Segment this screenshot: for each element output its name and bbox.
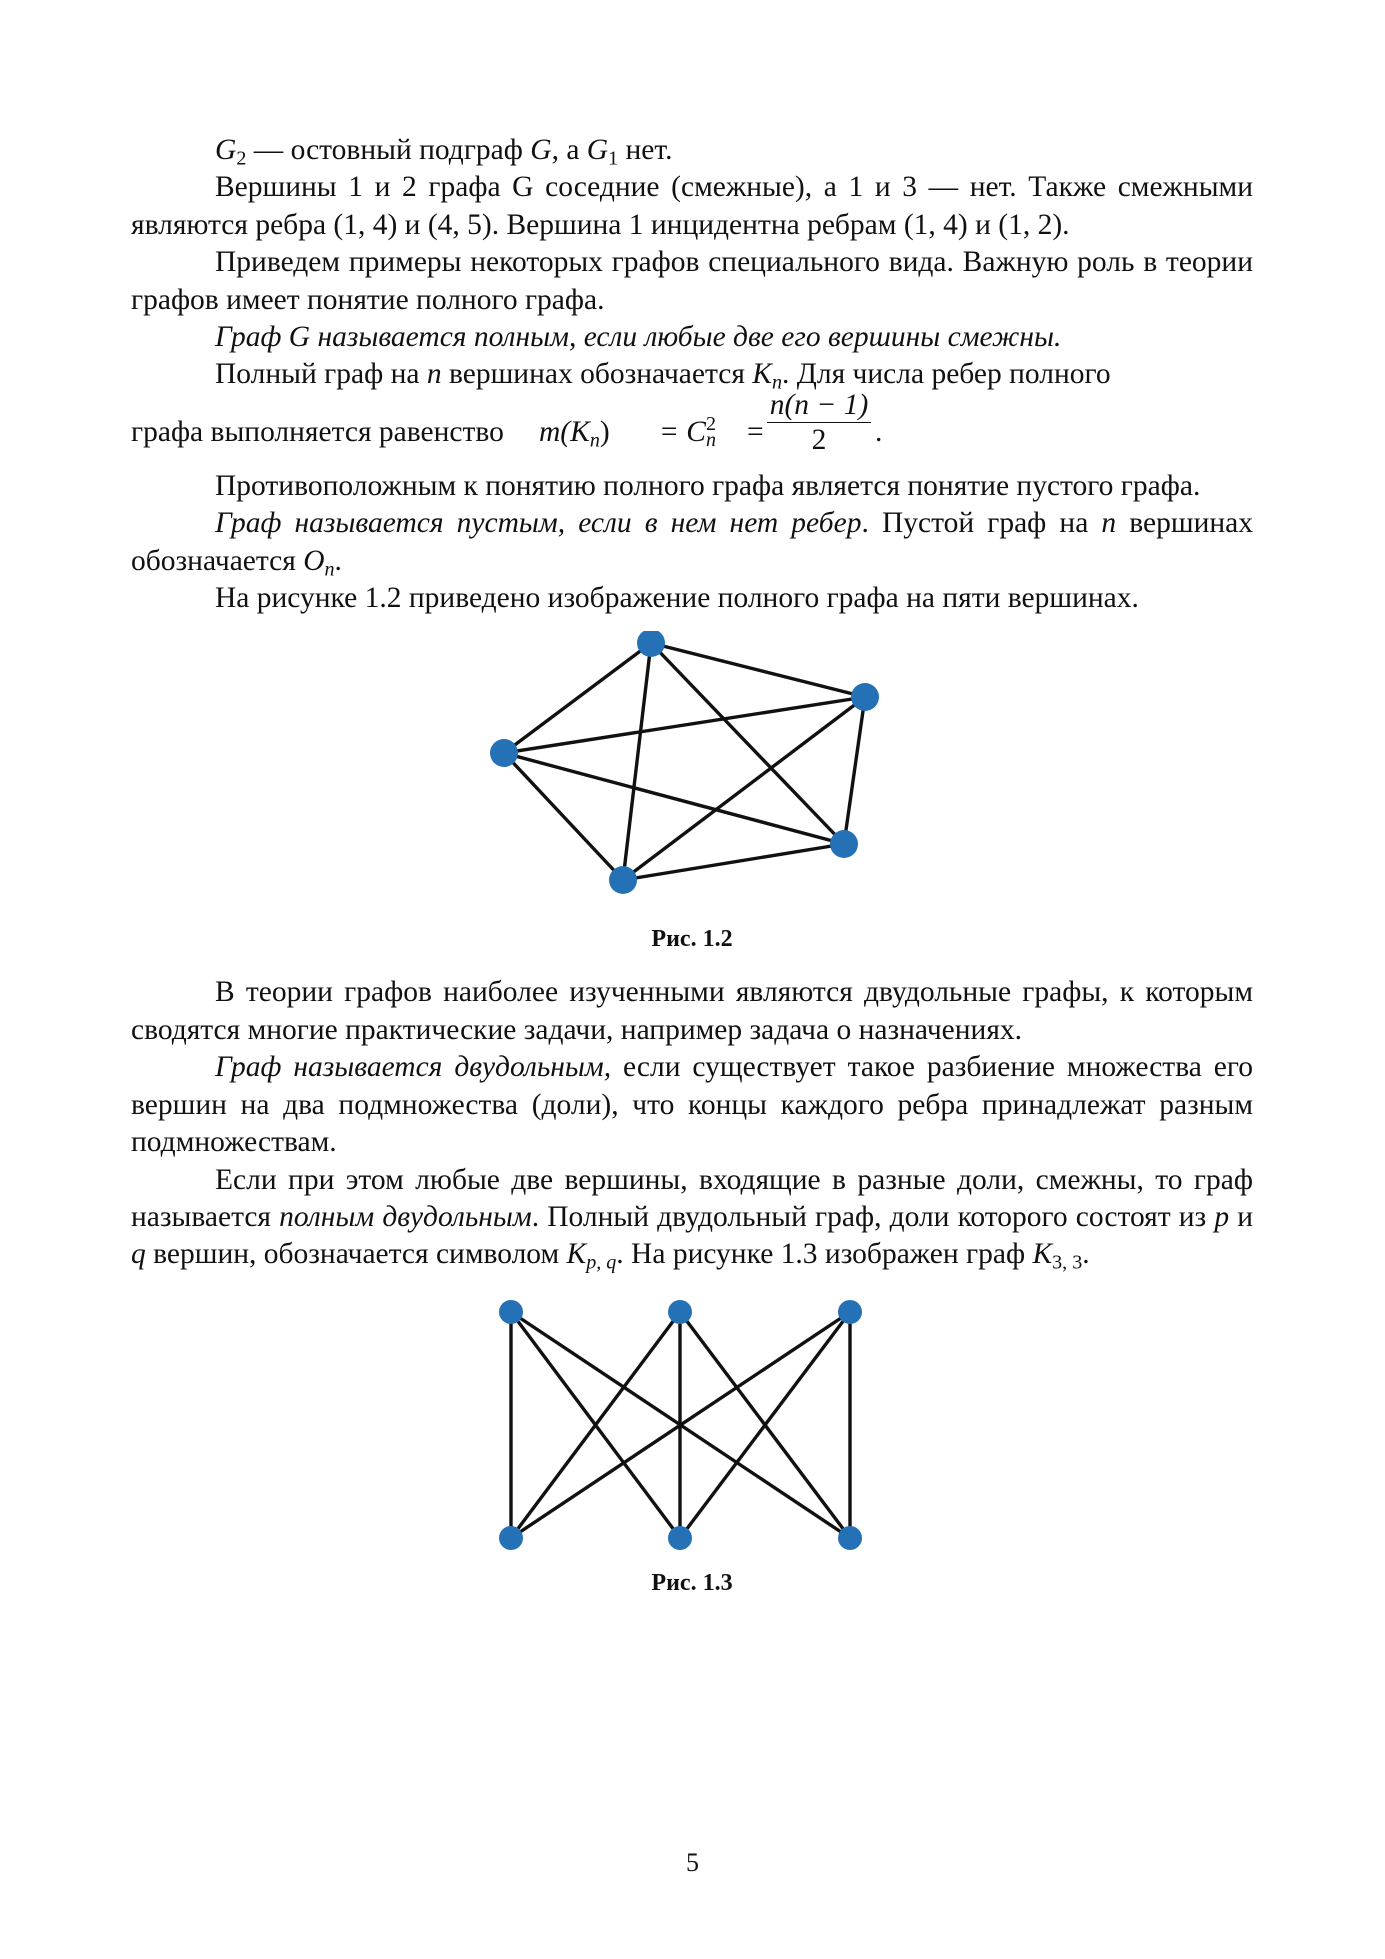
- k5-graph-drawing: [131, 631, 1253, 971]
- k5-vertex: [830, 830, 858, 858]
- figure-complete-graph-k5: [131, 631, 1253, 971]
- k33-edges: [511, 1312, 850, 1538]
- k33-vertex-top: [668, 1300, 692, 1324]
- k33-vertex-top: [838, 1300, 862, 1324]
- k5-vertex: [851, 683, 879, 711]
- page-body: [131, 132, 1253, 1598]
- figure-bipartite-graph-k33: [131, 1300, 1253, 1570]
- k33-vertex-bottom: [499, 1526, 523, 1550]
- k33-vertex-bottom: [668, 1526, 692, 1550]
- k33-vertex-bottom: [838, 1526, 862, 1550]
- k33-vertex-top: [499, 1300, 523, 1324]
- paragraph-5: Полный граф на n вершинах обозначается $K_n$. Для числа ребер полного: [215, 358, 1111, 395]
- paragraph-10: В теории графов наиболее изученными являются двудольные графы, к которым сводятся многие практические задачи, например задача о назначениях.: [131, 976, 1253, 1046]
- paragraph-3: Приведем примеры некоторых графов специального вида. Важную роль в теории графов имеет понятие полного графа.: [131, 246, 1253, 316]
- page-number: 5: [686, 1848, 699, 1877]
- edge-count-formula: графа выполняется равенство $m(K_n)$ = $C^2_n$ = $\frac{n(n - 1)}{2}$ .: [131, 388, 883, 456]
- paragraph-12: Если при этом любые две вершины, входящие в разные доли, смежны, то граф называется полным двудольным. Полный двудольный граф, доли которого состоят из p и q вершин, обозначается символом $K_{p, q}$. На рисунке 1.3 изображен граф $K_{3, 3}$.: [131, 1163, 1253, 1274]
- paragraph-9: На рисунке 1.2 приведено изображение полного графа на пяти вершинах.: [215, 582, 1139, 615]
- paragraph-2: Вершины 1 и 2 графа G соседние (смежные), а 1 и 3 — нет. Также смежными являются ребра (1, 4) и (4, 5). Вершина 1 инцидентна ребрам (1, 4) и (1, 2).: [131, 171, 1253, 241]
- k33-graph-drawing: [131, 1300, 1253, 1570]
- paragraph-8: Граф называется пустым, если в нем нет ребер. Пустой граф на n вершинах обозначается $O_n$.: [131, 507, 1253, 581]
- k5-edges: [504, 643, 865, 880]
- k5-vertex: [609, 866, 637, 894]
- figure-caption-1-2: Рис. 1.2: [651, 926, 733, 953]
- figure-caption-1-3: Рис. 1.3: [651, 1569, 733, 1596]
- k5-vertex: [490, 739, 518, 767]
- definition-complete-graph: Граф G называется полным, если любые две его вершины смежны.: [215, 321, 1062, 354]
- paragraph-11: Граф называется двудольным, если существует такое разбиение множества его вершин на два подмножества (доли), что концы каждого ребра принадлежат разным подмножествам.: [131, 1051, 1253, 1159]
- formula-lhs: $m(K_n)$: [539, 415, 610, 452]
- formula-fraction: $\frac{n(n - 1)}{2}$: [767, 388, 871, 457]
- formula-binomial: = $C^2_n$: [659, 412, 717, 452]
- paragraph-7: Противоположным к понятию полного графа является понятие пустого графа.: [215, 469, 1201, 502]
- paragraph-1: $G_2$ — остовный подграф G, а $G_1$ нет.: [215, 134, 673, 170]
